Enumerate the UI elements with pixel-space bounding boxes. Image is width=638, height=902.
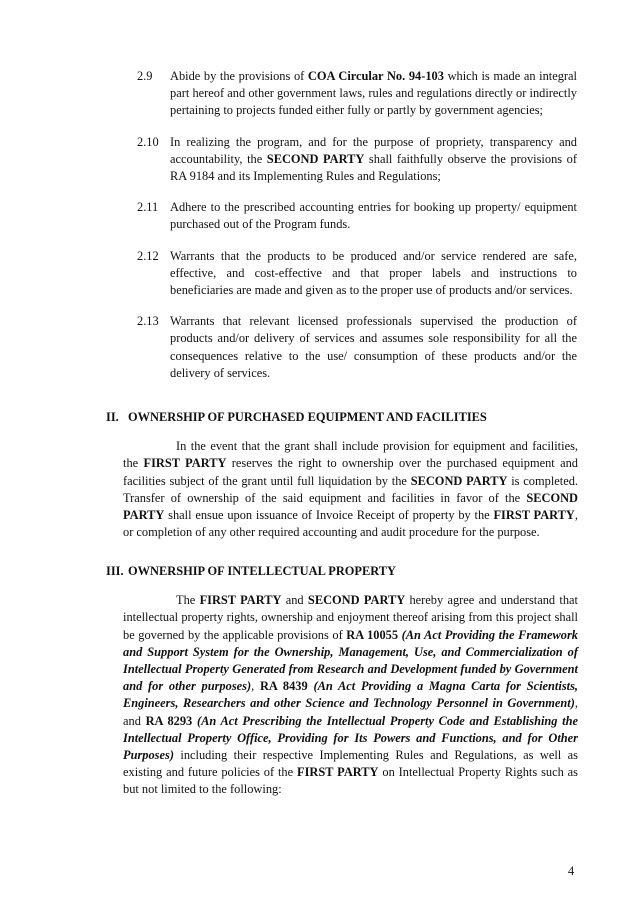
section-title: OWNERSHIP OF INTELLECTUAL PROPERTY (128, 564, 396, 578)
section-roman-numeral: II. (106, 410, 119, 424)
provision-number: 2.11 (137, 200, 159, 215)
bold-term: RA 8439 (259, 679, 308, 694)
provision-text: Abide by the provisions of COA Circular No. 94-103 which is made an integral part hereof and other government laws, rules and regulations directly or indirectly pertaining to projects funded either fully or partly by government agencies; (170, 69, 577, 118)
bold-term: RA 8293 (145, 713, 193, 728)
provision-number: 2.13 (137, 314, 159, 329)
section-title: OWNERSHIP OF PURCHASED EQUIPMENT AND FACILITIES (128, 410, 487, 424)
act-title: (An Act Prescribing the Intellectual Property Code and Establishing the Intellectual Property Office, Providing for Its Powers and Functions, and for Other Purposes) (123, 713, 579, 763)
section-ownership-intellectual-property (106, 563, 578, 799)
bold-term: FIRST PARTY (143, 456, 227, 471)
provision-number: 2.12 (137, 248, 159, 263)
provision-item (137, 199, 577, 233)
section-paragraph: In the event that the grant shall include provision for equipment and facilities, the FIRST PARTY reserves the right to ownership over the purchased equipment and facilities subject of the grant until full liquidation by the SECOND PARTY is completed. Transfer of ownership of the said equipment and facilities in favor of the SECOND PARTY shall ensue upon issuance of Invoice Receipt of property by the FIRST PARTY, or completion of any other required accounting and audit procedure for the purpose. (123, 439, 578, 540)
bold-term: RA 10055 (346, 627, 399, 642)
provision-item (137, 134, 577, 186)
provision-number: 2.10 (137, 134, 159, 149)
act-title: (An Act Providing a Magna Carta for Scientists, Engineers, Researchers and other Science and Technology Personnel in Government) (123, 679, 579, 711)
section-ownership-equipment (106, 409, 578, 541)
provision-text: Adhere to the prescribed accounting entries for booking up property/ equipment purchased out of the Program funds. (170, 200, 577, 232)
bold-term: COA Circular No. 94-103 (307, 69, 444, 83)
section-heading (106, 563, 578, 580)
bold-term: SECOND PARTY (123, 490, 578, 523)
section-paragraph: The FIRST PARTY and SECOND PARTY hereby agree and understand that intellectual property rights, ownership and enjoyment thereof arising from this project shall be governed by the applicable provisions of RA 10055 (An Act Providing the Framework and Support System for the Ownership, Management, Use, and Commercialization of Intellectual Property Generated from Research and Development funded by Government and for other purposes), RA 8439 (An Act Providing a Magna Carta for Scientists, Engineers, Researchers and other Science and Technology Personnel in Government), and RA 8293 (An Act Prescribing the Intellectual Property Code and Establishing the Intellectual Property Office, Providing for Its Powers and Functions, and for Other Purposes) including their respective Implementing Rules and Regulations, as well as existing and future policies of the FIRST PARTY on Intellectual Property Rights such as but not limited to the following: (123, 593, 579, 797)
section-roman-numeral: III. (106, 564, 124, 578)
bold-term: FIRST PARTY (297, 765, 379, 780)
provision-text: Warrants that relevant licensed professionals supervised the production of products and/or delivery of services and assumes sole responsibility for all the consequences relative to the use/ consumption of these products and/or the delivery of services. (170, 314, 577, 380)
bold-term: FIRST PARTY (493, 508, 575, 523)
bold-term: FIRST PARTY (199, 593, 282, 608)
bold-term: SECOND PARTY (266, 151, 365, 166)
section-heading (106, 409, 578, 426)
provision-text: In realizing the program, and for the purpose of propriety, transparency and accountability, the SECOND PARTY shall faithfully observe the provisions of RA 9184 and its Implementing Rules and Regulations; (170, 134, 577, 184)
page-number: 4 (568, 864, 575, 878)
provision-item (137, 248, 577, 300)
provision-item (137, 68, 577, 120)
provision-text: Warrants that the products to be produced and/or service rendered are safe, effective, and cost-effective and that proper labels and instructions to beneficiaries are made and given as to the proper use of products and/or services. (170, 248, 577, 298)
bold-term: SECOND PARTY (307, 593, 406, 608)
act-title: (An Act Providing the Framework and Support System for the Ownership, Management, Use, and Commercialization of Intellectual Property Generated from Research and Development funded by Government and for other purposes) (123, 627, 578, 694)
bold-term: SECOND PARTY (410, 473, 508, 488)
provision-number: 2.9 (137, 69, 153, 83)
numbered-provisions-list (137, 68, 577, 396)
provision-item (137, 313, 577, 382)
